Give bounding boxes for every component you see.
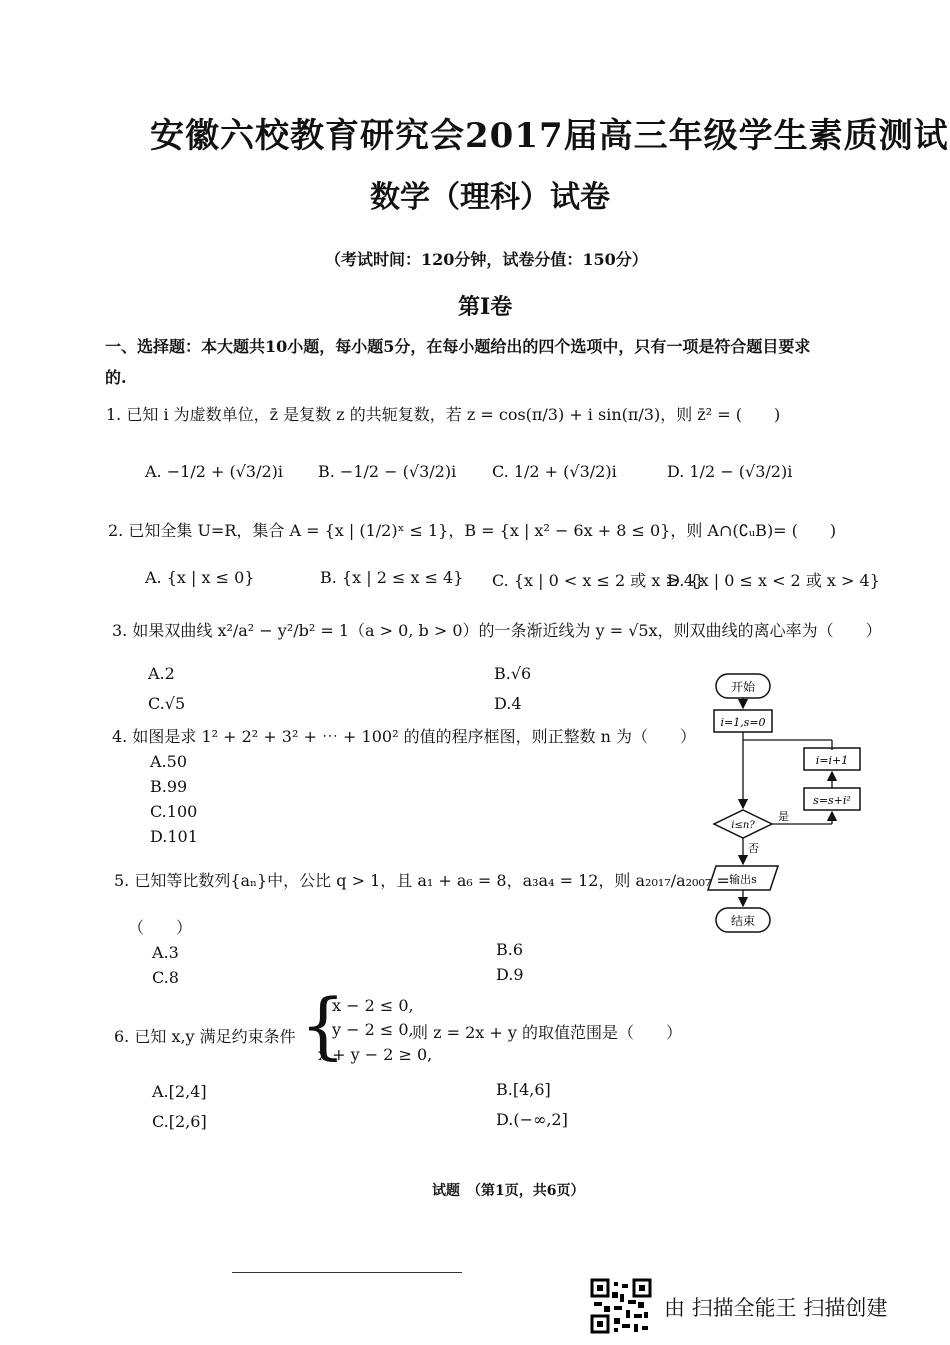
flow-update-s-text: s=s+i² (813, 794, 851, 807)
section-heading-cont: 的. (105, 368, 127, 387)
question-1-stem: 1. 已知 i 为虚数单位，z̄ 是复数 z 的共轭复数，若 z = cos(π/3) + i sin(π/3)，则 z̄² = ( ) (106, 405, 781, 424)
question-6-stem: 6. 已知 x,y 满足约束条件 (114, 1027, 296, 1046)
page-footer: 试题 （第1页，共6页） (432, 1183, 585, 1199)
question-2-option-a: A. {x | x ≤ 0} (145, 568, 255, 587)
question-5-option-c: C.8 (152, 968, 179, 987)
constraint-1: x − 2 ≤ 0, (332, 996, 414, 1015)
question-2-option-c: C. {x | 0 < x ≤ 2 或 x ≥ 4} (492, 571, 705, 590)
question-2-option-b: B. {x | 2 ≤ x ≤ 4} (320, 568, 464, 587)
question-4-option-c: C.100 (150, 802, 198, 821)
constraint-2: y − 2 ≤ 0, (332, 1020, 414, 1039)
flow-update-i-text: i=i+1 (815, 754, 849, 767)
divider-line (232, 1272, 462, 1273)
qr-code-icon (590, 1278, 652, 1334)
question-2-stem: 2. 已知全集 U=R，集合 A = {x | (1/2)ˣ ≤ 1}，B = {x | x² − 6x + 8 ≤ 0}，则 A∩(∁ᵤB)= ( ) (108, 521, 837, 540)
question-6-option-d: D.(−∞,2] (496, 1110, 568, 1129)
question-1-option-b: B. −1/2 − (√3/2)i (318, 462, 457, 481)
constraint-3: x + y − 2 ≥ 0, (318, 1045, 433, 1064)
question-3-option-d: D.4 (494, 694, 522, 713)
exam-subtitle: 数学（理科）试卷 (370, 180, 610, 215)
question-1-option-d: D. 1/2 − (√3/2)i (667, 462, 793, 481)
question-5-answer-bracket: （ ） (128, 918, 193, 937)
question-6-option-a: A.[2,4] (152, 1082, 207, 1101)
part-label: 第Ⅰ卷 (458, 294, 513, 320)
constraint-brace: { (300, 983, 346, 1067)
question-4-stem: 4. 如图是求 1² + 2² + 3² + ⋯ + 100² 的值的程序框图，则正整数 n 为（ ） (112, 727, 697, 746)
question-4-option-b: B.99 (150, 777, 188, 796)
question-3-stem: 3. 如果双曲线 x²/a² − y²/b² = 1（a > 0, b > 0）的一条渐近线为 y = √5x，则双曲线的离心率为（ ） (112, 621, 882, 640)
flow-end-text: 结束 (730, 914, 756, 928)
question-1-option-a: A. −1/2 + (√3/2)i (145, 462, 284, 481)
question-3-option-a: A.2 (148, 664, 175, 683)
question-4-option-a: A.50 (150, 752, 187, 771)
question-5-option-d: D.9 (496, 965, 524, 984)
question-6-option-c: C.[2,6] (152, 1112, 207, 1131)
question-6-stem-cont: 则 z = 2x + y 的取值范围是（ ） (412, 1023, 683, 1042)
question-3-option-c: C.√5 (148, 694, 186, 713)
scanner-watermark: 由 扫描全能王 扫描创建 (664, 1296, 888, 1320)
flow-output-text: 输出s (729, 873, 757, 886)
question-6-option-b: B.[4,6] (496, 1080, 551, 1099)
question-3-option-b: B.√6 (494, 664, 532, 683)
flow-start-text: 开始 (730, 680, 756, 694)
flow-yes-label: 是 (778, 810, 789, 823)
program-flowchart (700, 668, 880, 938)
question-2-option-d: D. {x | 0 ≤ x < 2 或 x > 4} (667, 571, 880, 590)
exam-info: （考试时间：120分钟，试卷分值：150分） (325, 250, 648, 269)
flow-condition-text: i≤n? (731, 820, 755, 831)
question-4-option-d: D.101 (150, 827, 198, 846)
question-5-stem: 5. 已知等比数列{aₙ}中，公比 q > 1，且 a₁ + a₆ = 8，a₃a₄ = 12，则 a₂₀₁₇/a₂₀₀₇ = (114, 871, 730, 890)
flow-init-text: i=1,s=0 (720, 716, 766, 729)
section-heading: 一、选择题：本大题共10小题，每小题5分，在每小题给出的四个选项中，只有一项是符合题目要求 (105, 337, 811, 356)
exam-title: 安徽六校教育研究会2017届高三年级学生素质测试 (150, 116, 949, 156)
question-5-option-a: A.3 (152, 943, 179, 962)
question-1-option-c: C. 1/2 + (√3/2)i (492, 462, 617, 481)
question-5-option-b: B.6 (496, 940, 524, 959)
flow-no-label: 否 (748, 842, 759, 855)
